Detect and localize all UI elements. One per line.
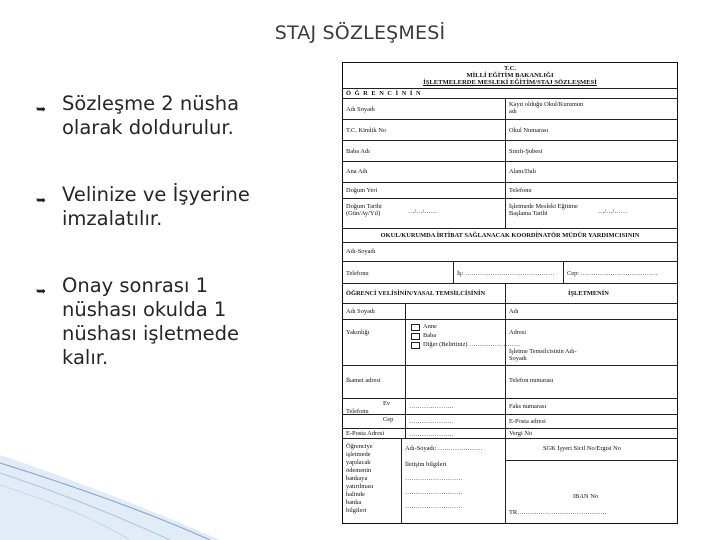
student-field-label: Doğum Tarihi (Gün/Ay/Yıl) — [346, 203, 382, 217]
business-section-label: İŞLETMENİN — [568, 290, 609, 297]
student-field-label: Okul Numarası — [509, 127, 549, 134]
form-header-line: MİLLİ EĞİTİM BAKANLIĞI — [466, 72, 554, 79]
bullet-line: Velinize ve İşyerine — [62, 183, 250, 206]
dots-placeholder: ………………… — [409, 403, 454, 410]
bullet-line: olarak doldurulur. — [62, 116, 234, 139]
bullet-line: imzalatılır. — [62, 207, 163, 230]
bank-info-line: Öğrenciye — [346, 443, 373, 450]
bank-info-line: halinde — [346, 491, 365, 498]
bank-contact-line: İletişim bilgileri — [405, 461, 447, 468]
student-field-label: İşletmede Mesleki Eğitime Başlama Tarihi — [509, 203, 578, 217]
student-field-label: Kayıt olduğu Okul/Kurumun adı — [509, 101, 584, 115]
business-field-label: E-Posta adresi — [509, 418, 546, 425]
student-field-label: T.C. Kimlik No — [346, 127, 387, 134]
student-field-label: Adı Soyadı — [346, 106, 375, 113]
student-field-label: Doğum Yeri — [346, 187, 378, 194]
bullet-line: Sözleşme 2 nüsha — [62, 92, 240, 115]
guardian-field-label: Adı Soyadı — [346, 308, 375, 315]
coordinator-mobile-phone: Cep: ……………………………… — [567, 270, 658, 277]
bank-contact-line: Adı-Soyadı: ………………… — [405, 445, 483, 452]
phone-type-label: Ev — [383, 400, 391, 407]
business-field-label: Vergi No — [509, 430, 533, 437]
business-field-label: Faks numarası — [509, 403, 547, 410]
student-field-label: Telefonu — [509, 187, 532, 194]
iban-label: IBAN No — [573, 493, 599, 500]
business-field-label: İşletme Temsilcisinin Adı-Soyadı — [509, 348, 577, 362]
bullet-list — [36, 92, 326, 413]
student-field-label: Ana Adı — [346, 168, 368, 175]
student-field-label: Alanı/Dalı — [509, 168, 536, 175]
student-field-label: Baba Adı — [346, 148, 370, 155]
guardian-field-label: İkamet adresi — [346, 377, 381, 384]
coordinator-work-phone: İş: …………………………………… — [457, 270, 555, 277]
student-section-label: Ö Ğ R E N C İ N İ N — [346, 90, 422, 97]
date-placeholder: …/…/…… — [408, 208, 438, 215]
relation-option: Anne — [423, 323, 437, 330]
guardian-field-label: Telefonu — [346, 408, 369, 415]
bullet-line: kalır. — [62, 346, 109, 369]
bank-contact-line: ……………………… — [405, 475, 463, 482]
guardian-section-label: ÖĞRENCİ VELİSİNİN/YASAL TEMSİLCİSİNİN — [346, 290, 486, 297]
tr-iban-placeholder: TR…………………………………… — [509, 509, 607, 516]
bullet-item — [36, 92, 326, 140]
form-header-line: T.C. — [504, 65, 516, 72]
business-field-label: Adresi — [509, 329, 527, 336]
bank-info-line: bilgileri — [346, 507, 367, 514]
bullet-item — [36, 274, 326, 370]
bullet-item — [36, 183, 326, 231]
student-field-label: Sınıfı-Şubesi — [509, 148, 543, 155]
coordinator-phone-label: Telefonu — [346, 270, 369, 277]
bank-info-line: yatırılması — [346, 483, 374, 490]
bullet-line: nüshası okulda 1 — [62, 298, 227, 321]
guardian-field-label: E-Posta Adresi — [346, 430, 385, 437]
bank-info-line: yapılacak — [346, 459, 371, 466]
form-header-line: İŞLETMELERDE MESLEKİ EĞİTİM/STAJ SÖZLEŞMESİ — [423, 79, 597, 86]
date-placeholder: …/…/…… — [598, 208, 628, 215]
phone-type-label: Cep — [383, 416, 394, 423]
bank-info-line: banka — [346, 499, 362, 506]
curved-arrow-bullet-icon: ➥ — [36, 193, 47, 207]
curved-arrow-bullet-icon: ➥ — [36, 102, 47, 116]
bank-contact-line: ……………………… — [405, 489, 463, 496]
dots-placeholder: ………………… — [409, 418, 454, 425]
coordinator-section-label: OKUL/KURUMDA İRTİBAT SAĞLANACAK KOORDİNATÖR MÜDÜR YARDIMCISININ — [380, 232, 640, 239]
coordinator-name-label: Adı-Soyadı — [346, 248, 376, 255]
business-field-label: Telefon numarası — [509, 377, 554, 384]
slide-title: STAJ SÖZLEŞMESİ — [274, 22, 446, 44]
sgk-label: SGK İşyeri Sicil No/Ergisi No — [543, 445, 621, 452]
relation-option: Baba — [423, 332, 437, 339]
guardian-field-label: Yakınlığı — [346, 329, 370, 336]
bank-contact-line: ……………………… — [405, 503, 463, 510]
decorative-swoosh-icon — [0, 455, 340, 540]
bank-info-line: ödemenin — [346, 467, 372, 474]
contract-form-image — [342, 62, 678, 524]
business-field-label: Adı — [509, 308, 519, 315]
bank-info-line: işletmede — [346, 451, 371, 458]
bullet-line: Onay sonrası 1 — [62, 274, 208, 297]
curved-arrow-bullet-icon: ➥ — [36, 284, 47, 298]
relation-option: Diğer (Belirtiniz) …………………… — [423, 341, 521, 348]
bullet-line: nüshası işletmede — [62, 322, 239, 345]
bank-info-line: bankaya — [346, 475, 368, 482]
dots-placeholder: ………………… — [409, 431, 454, 438]
